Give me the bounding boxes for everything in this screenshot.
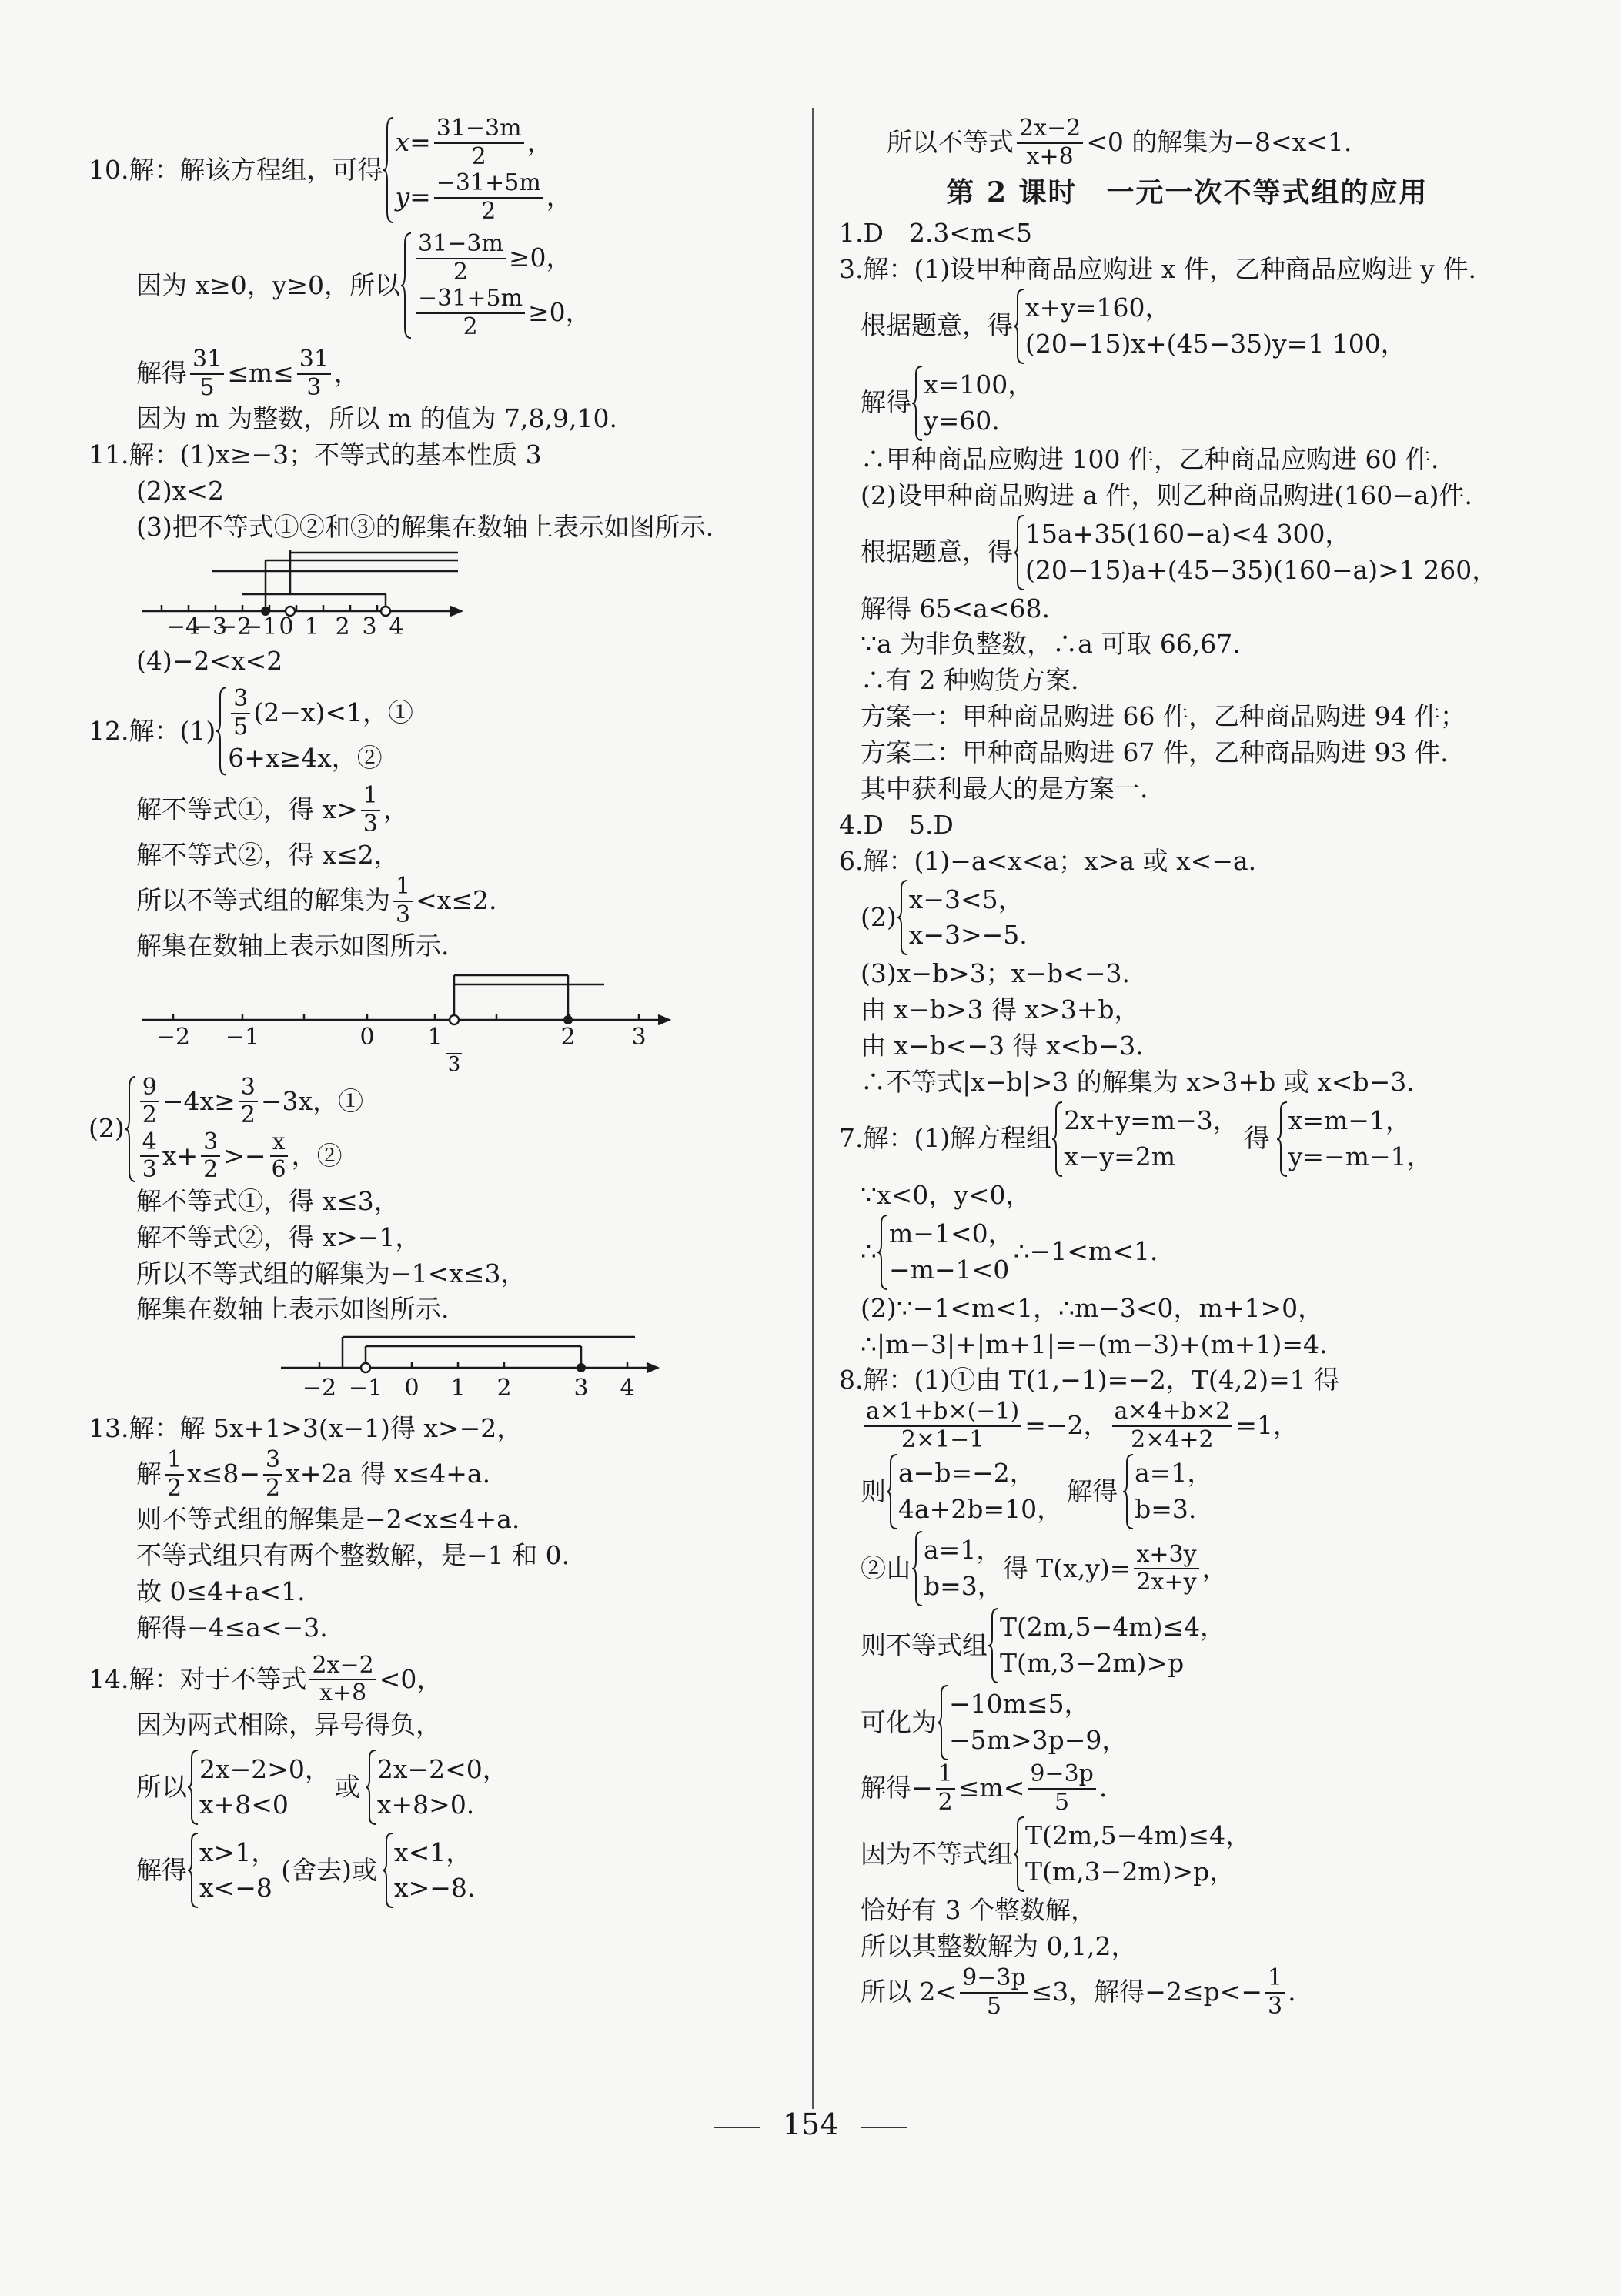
axis-tick-label: 3 (362, 613, 377, 641)
q3-line-3: 解得 x=100， y=60. (839, 365, 1536, 442)
q12-system-1: 12.解：(1) $\frac{3}{5}$ (2−x)<1，① 6+x≥4x，② (89, 686, 808, 777)
q8-line-9: 恰好有 3 个整数解， (861, 1895, 1096, 1926)
q14-conclusion-line: 所以不等式 $\frac{2x-2}{x+8}$ <0 的解集为−8<x<1. (887, 115, 1352, 170)
q10-label: 10.解：解该方程组，可得 (89, 154, 383, 185)
axis-tick-label: −1 (242, 613, 278, 641)
q10-system: x= $\frac{31-3m}{2}$ ， y= $\frac{-31+5m}{2}$ ， (383, 115, 571, 225)
brace-icon (365, 1749, 377, 1826)
q12-t3: 所以不等式组的解集为−1<x≤3， (136, 1258, 526, 1288)
axis-tick-label: 0 (359, 1023, 375, 1051)
q6-line-4: 由 x−b>3 得 x>3+b， (861, 994, 1140, 1025)
brace-icon (216, 686, 228, 777)
open-point-icon (361, 1363, 370, 1372)
q3-line-12: 其中获利最大的是方案一. (861, 773, 1148, 804)
axis-tick-label: 0 (404, 1375, 419, 1402)
right-column (839, 115, 1536, 2020)
brace-icon (1276, 1101, 1288, 1178)
left-column (89, 115, 808, 1909)
q3-line-7: 解得 65<a<68. (861, 593, 1050, 623)
q12-step-1: 解不等式①，得 x> $\frac{1}{3}$ ， (136, 782, 409, 837)
q6-line-3: (3)x−b>3；x−b<−3. (861, 958, 1130, 989)
axis-tick-label: −1 (225, 1023, 260, 1051)
axis-tick-label: 0 (279, 613, 294, 641)
q14-line-3: 所以 2x−2>0， x+8<0 或 2x−2<0， x+8>0. (89, 1749, 808, 1826)
brace-icon (988, 1607, 1000, 1684)
q3-line-6: 根据题意，得 15a+35(160−a)<4 300， (20−15)a+(45−35)(160−a)>1 260， (839, 514, 1536, 591)
answers-4-5: 4.D 5.D (839, 809, 954, 840)
q10-result-line: 解得 $\frac{31}{5}$ ≤m≤ $\frac{31}{3}$ ， (136, 346, 359, 401)
q8-line-10: 所以其整数解为 0,1,2， (861, 1931, 1137, 1962)
q7-line-3: ∴ m−1<0， −m−1<0 ∴−1<m<1. (839, 1214, 1536, 1291)
q11-line-1: 11.解：(1)x≥−3；不等式的基本性质 3 (89, 439, 542, 470)
q3-line-5: (2)设甲种商品购进 a 件，则乙种商品购进(160−a)件. (861, 480, 1472, 510)
q3-line-2: 根据题意，得 x+y=160， (20−15)x+(45−35)y=1 100， (839, 288, 1536, 365)
brace-icon (911, 365, 924, 442)
q12-number-line-2 (89, 1331, 808, 1408)
q14-line-1: 14.解：对于不等式 $\frac{2x-2}{x+8}$ <0， (89, 1651, 443, 1707)
axis-tick-label: −4 (165, 613, 201, 641)
q13-line-4: 不等式组只有两个整数解，是−1 和 0. (136, 1540, 570, 1571)
open-point-icon (450, 1015, 459, 1024)
q10-condition-line: 因为 x≥0，y≥0，所以 $\frac{31-3m}{2}$ ≥0， $\frac{-31+5m}{2}$ ≥0， (136, 230, 591, 340)
brace-icon (187, 1749, 199, 1826)
q12-t1: 解不等式①，得 x≤3， (136, 1185, 399, 1216)
q8-line-4: ②由 a=1， b=3， 得 T(x,y)= $\frac{x+3y}{2x+y}$ ， (839, 1530, 1536, 1607)
q6-line-1: 6.解：(1)−a<x<a；x>a 或 x<−a. (839, 845, 1257, 876)
brace-icon (1051, 1101, 1064, 1178)
brace-icon (897, 879, 909, 956)
axis-tick-label: 1 (304, 613, 319, 641)
q13-line-2: 解 $\frac{1}{2}$ x≤8− $\frac{3}{2}$ x+2a 得 x≤4+a. (136, 1446, 491, 1502)
q7-line-5: ∴|m−3|+|m+1|=−(m−3)+(m+1)=4. (861, 1328, 1328, 1359)
brace-icon (125, 1074, 137, 1184)
q8-line-2: $\frac{a\times 1+b\times(-1)}{2\times 1-1}$ =−2， $\frac{a\times 4+b\times 2}{2\times 4+2}$ =1， (839, 1399, 1536, 1453)
axis-tick-label: 2 (335, 613, 350, 641)
axis-tick-label: 2 (496, 1375, 512, 1402)
q12-step-3: 所以不等式组的解集为 $\frac{1}{3}$ <x≤2. (136, 873, 497, 928)
q10-solution-line (89, 115, 808, 225)
q12-t4: 解集在数轴上表示如图所示. (136, 1294, 450, 1325)
answers-1-2: 1.D 2.3<m<5 (839, 218, 1033, 249)
q13-line-3: 则不等式组的解集是−2<x≤4+a. (136, 1504, 520, 1535)
brace-icon (886, 1453, 898, 1530)
axis-tick-label: −2 (155, 1023, 191, 1051)
q3-line-1: 3.解：(1)设甲种商品应购进 x 件，乙种商品应购进 y 件. (839, 253, 1476, 284)
q3-line-10: 方案一：甲种商品购进 66 件，乙种商品购进 94 件； (861, 701, 1466, 732)
q11-line-2: (2)x<2 (136, 475, 225, 506)
q3-line-9: ∴有 2 种购货方案. (861, 665, 1079, 696)
axis-tick-label: −1 (348, 1375, 383, 1402)
q12-step-4: 解集在数轴上表示如图所示. (136, 931, 450, 961)
axis-tick-label: 4 (620, 1375, 635, 1402)
q13-line-5: 故 0≤4+a<1. (136, 1576, 306, 1606)
q12-system-2: (2) $\frac{9}{2}$ −4x≥ $\frac{3}{2}$ −3x，① $\frac{4}{3}$ x+ $\frac{3}{2}$ >− $\frac{x}{6}$ ，② (89, 1073, 364, 1184)
q12-step-2: 解不等式②，得 x≤2， (136, 840, 399, 871)
q14-line-4: 解得 x>1， x<−8 (舍去)或 x<1， x>−8. (89, 1832, 808, 1909)
q8-line-6: 可化为 −10m≤5， −5m>3p−9， (839, 1684, 1536, 1761)
brace-icon (1013, 1816, 1025, 1893)
brace-icon (1013, 288, 1025, 365)
q8-line-7: 解得− $\frac{1}{2}$ ≤m< $\frac{9-3p}{5}$ . (861, 1760, 1108, 1816)
brace-icon (187, 1832, 199, 1909)
q6-line-5: 由 x−b<−3 得 x<b−3. (861, 1031, 1144, 1061)
q7-line-4: (2)∵−1<m<1，∴m−3<0，m+1>0， (861, 1292, 1324, 1323)
axis-tick-label: 3 (631, 1023, 647, 1051)
brace-icon (1013, 514, 1025, 591)
axis-tick-label: 1 (427, 1023, 443, 1051)
closed-point-icon (577, 1363, 586, 1372)
page-number: 154 (0, 2107, 1621, 2141)
axis-tick-label: 1 (450, 1375, 466, 1402)
column-divider (812, 108, 814, 2109)
q8-line-5: 则不等式组 T(2m,5−4m)≤4， T(m,3−2m)>p (839, 1607, 1536, 1684)
q13-line-6: 解得−4≤a<−3. (136, 1612, 328, 1643)
q8-line-8: 因为不等式组 T(2m,5−4m)≤4， T(m,3−2m)>p， (839, 1816, 1536, 1893)
brace-icon (400, 231, 413, 340)
q7-line-2: ∵x<0，y<0， (861, 1179, 1031, 1210)
axis-tick-label: −3 (192, 613, 228, 641)
axis-tick-label: −2 (217, 613, 252, 641)
axis-tick-label: −2 (302, 1375, 337, 1402)
q6-line-6: ∴不等式|x−b|>3 的解集为 x>3+b 或 x<b−3. (861, 1067, 1415, 1097)
brace-icon (911, 1530, 924, 1607)
brace-icon (382, 1832, 394, 1909)
q10-final-line: 因为 m 为整数，所以 m 的值为 7,8,9,10. (136, 403, 617, 433)
q11-line-3: (3)把不等式①②和③的解集在数轴上表示如图所示. (136, 511, 714, 542)
q3-line-11: 方案二：甲种商品购进 67 件，乙种商品购进 93 件. (861, 737, 1449, 767)
q6-line-2: (2) x−3<5， x−3>−5. (839, 879, 1536, 956)
q12-t2: 解不等式②，得 x>−1， (136, 1222, 421, 1252)
q7-line-1: 7.解：(1)解方程组 2x+y=m−3， x−y=2m 得 x=m−1， y=−m−1， (839, 1101, 1536, 1178)
q3-line-8: ∵a 为非负整数，∴a 可取 66,67. (861, 629, 1241, 660)
q14-line-2: 因为两式相除，异号得负， (136, 1709, 441, 1740)
q8-line-11: 所以 2< $\frac{9-3p}{5}$ ≤3，解得−2≤p<− $\frac{1}{3}$ . (861, 1964, 1296, 2020)
axis-third-denominator: 3 (447, 1052, 461, 1071)
q11-line-4: (4)−2<x<2 (136, 646, 283, 677)
q8-line-1: 8.解：(1)①由 T(1,−1)=−2，T(4,2)=1 得 (839, 1365, 1340, 1395)
section-heading: 第 2 课时 一元一次不等式组的应用 (946, 176, 1429, 209)
brace-icon (937, 1684, 949, 1761)
q11-number-line (89, 548, 808, 640)
q3-line-4: ∴甲种商品应购进 100 件，乙种商品应购进 60 件. (861, 443, 1439, 474)
brace-icon (877, 1214, 889, 1291)
q12-number-line-1 (89, 968, 808, 1071)
axis-tick-label: 3 (573, 1375, 589, 1402)
brace-icon (1122, 1453, 1135, 1530)
axis-tick-label: 4 (389, 613, 404, 641)
q13-line-1: 13.解：解 5x+1>3(x−1)得 x>−2， (89, 1413, 523, 1444)
axis-tick-label: 2 (560, 1023, 576, 1051)
q8-line-3: 则 a−b=−2， 4a+2b=10， 解得 a=1， b=3. (839, 1453, 1536, 1530)
brace-icon (383, 115, 395, 225)
